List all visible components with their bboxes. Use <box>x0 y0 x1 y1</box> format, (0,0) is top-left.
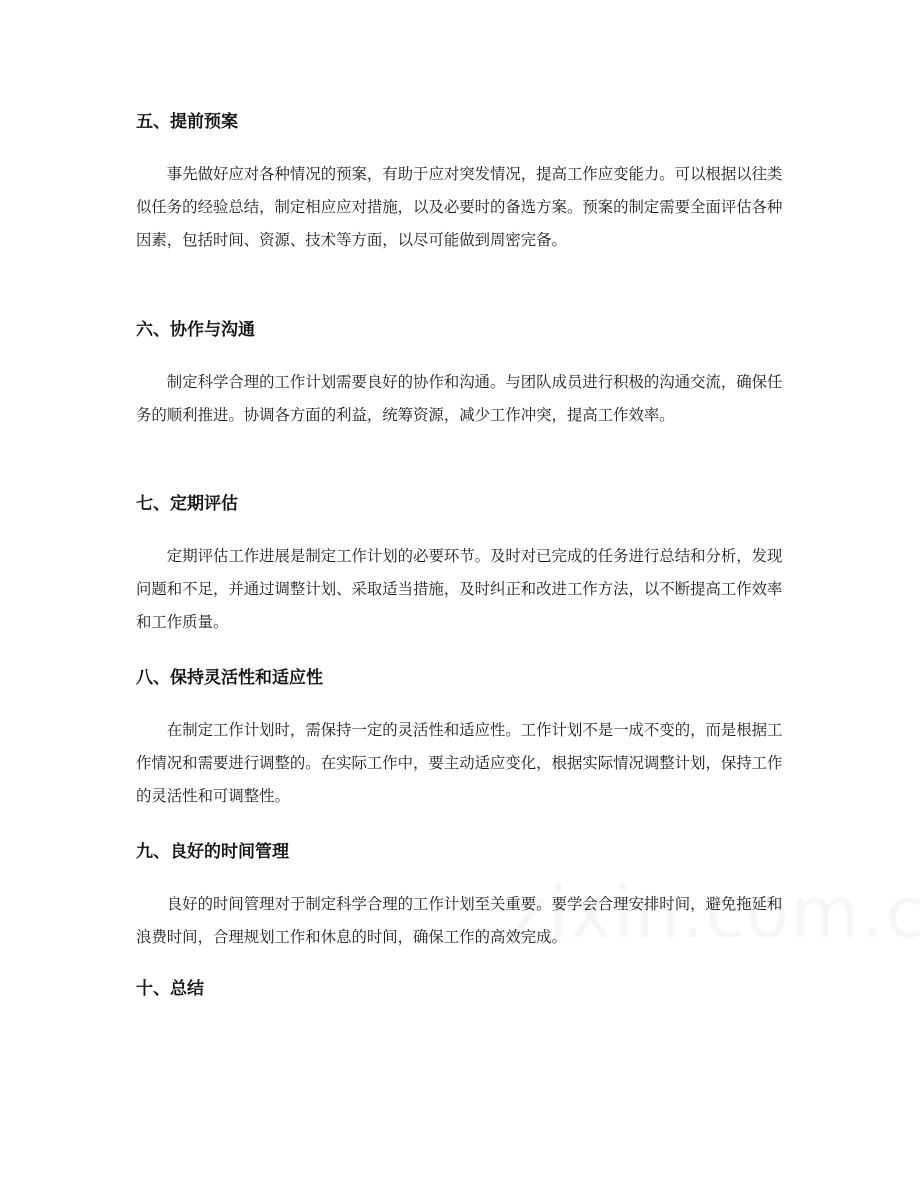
section-summary <box>136 977 786 1001</box>
section-contingency-plan <box>136 110 786 257</box>
section-heading: 九、良好的时间管理 <box>136 842 289 862</box>
section-paragraph: 良好的时间管理对于制定科学合理的工作计划至关重要。要学会合理安排时间，避免拖延和浪费时间，合理规划工作和休息的时间，确保工作的高效完成。 <box>136 895 783 946</box>
section-heading: 十、总结 <box>136 979 204 999</box>
section-heading: 六、协作与沟通 <box>136 320 255 340</box>
section-paragraph: 定期评估工作进展是制定工作计划的必要环节。及时对已完成的任务进行总结和分析，发现问题和不足，并通过调整计划、采取适当措施，及时纠正和改进工作方法，以不断提高工作效率和工作质量。 <box>136 547 783 631</box>
section-time-management <box>136 840 786 954</box>
section-collaboration <box>136 318 786 432</box>
section-paragraph: 制定科学合理的工作计划需要良好的协作和沟通。与团队成员进行积极的沟通交流，确保任务的顺利推进。协调各方面的利益，统筹资源，减少工作冲突，提高工作效率。 <box>136 373 783 424</box>
section-heading: 七、定期评估 <box>136 494 238 514</box>
section-heading: 五、提前预案 <box>136 112 238 132</box>
section-paragraph: 在制定工作计划时，需保持一定的灵活性和适应性。工作计划不是一成不变的，而是根据工作情况和需要进行调整的。在实际工作中，要主动适应变化，根据实际情况调整计划，保持工作的灵活性和可调整性。 <box>136 721 783 805</box>
section-paragraph: 事先做好应对各种情况的预案，有助于应对突发情况，提高工作应变能力。可以根据以往类似任务的经验总结，制定相应应对措施，以及必要时的备选方案。预案的制定需要全面评估各种因素，包括时间、资源、技术等方面，以尽可能做到周密完备。 <box>136 165 783 249</box>
section-heading: 八、保持灵活性和适应性 <box>136 668 323 688</box>
section-periodic-review <box>136 492 786 639</box>
section-flexibility <box>136 666 786 813</box>
